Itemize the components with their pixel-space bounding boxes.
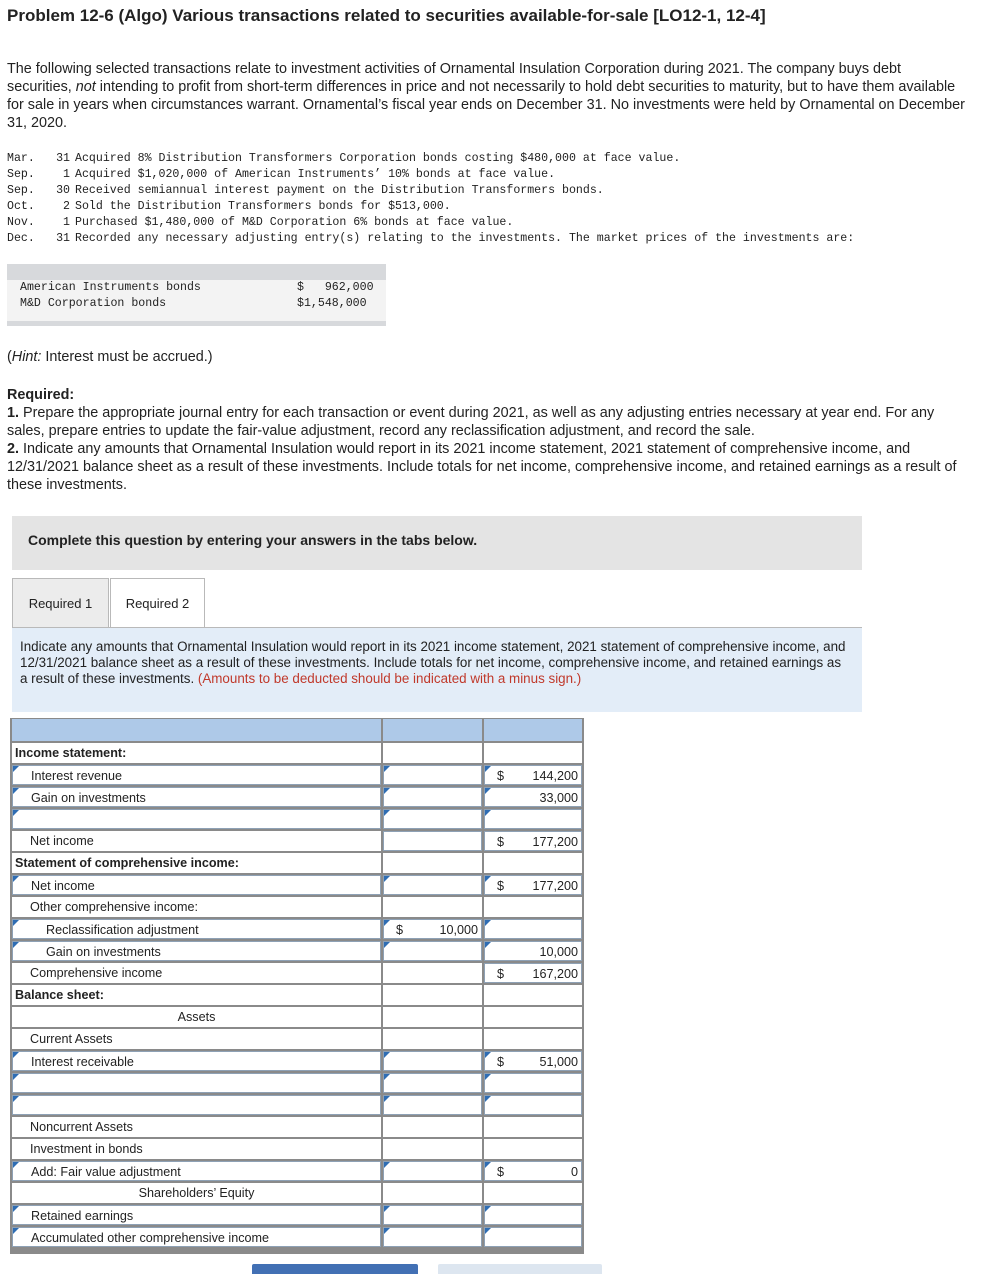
row-label: Net income <box>31 879 95 893</box>
tab-required-1[interactable]: Required 1 <box>12 578 109 628</box>
amount-input-col2 <box>484 743 582 763</box>
amount-input-col2[interactable] <box>484 1073 582 1093</box>
table-row-label[interactable] <box>12 1205 381 1225</box>
amount-input-col1[interactable] <box>383 1161 482 1181</box>
dollar-sign: $ <box>497 1165 505 1179</box>
row-label: Gain on investments <box>31 791 146 805</box>
amount-input-col2[interactable] <box>484 1161 582 1181</box>
amount-value: 33,000 <box>539 791 578 805</box>
row-label: Net income <box>30 834 94 848</box>
amount-input-col2 <box>484 853 582 873</box>
required-1: 1. Prepare the appropriate journal entry for each transaction or event during 2021, as well as any adjusting entries necessary at year end. For any sales, prepare entries to update the fair-value adjustment, record any reclassification adjustment, and record the sale. <box>7 405 935 439</box>
amount-input-col1[interactable] <box>383 787 482 807</box>
amount-input-col2[interactable] <box>484 809 582 829</box>
table-row-label[interactable] <box>12 1161 381 1181</box>
tab-instructions: Indicate any amounts that Ornamental Insulation would report in its 2021 income statement, 2021 statement of comprehensive income, and 12/31/2021 balance sheet as a result of these investments. Include totals for net income, comprehensive income, and retained earnings as a result of these investments. (Amounts to be deducted should be indicated with a minus sign.) <box>12 628 862 712</box>
dollar-sign: $ <box>497 769 505 783</box>
required-2: 2. Indicate any amounts that Ornamental Insulation would report in its 2021 income statement, 2021 statement of comprehensive income, and 12/31/2021 balance sheet as a result of these investments. Include totals for net income, comprehensive income, and retained earnings as a result of these investments. <box>7 441 957 493</box>
amount-input-col2 <box>484 1183 582 1203</box>
table-row-label <box>12 853 381 873</box>
amount-input-col2[interactable] <box>484 919 582 939</box>
required-heading: Required: <box>7 387 75 403</box>
row-label: Investment in bonds <box>30 1142 143 1156</box>
row-label: Current Assets <box>30 1032 113 1046</box>
next-button[interactable] <box>438 1264 602 1274</box>
amount-value: 177,200 <box>532 835 578 849</box>
row-label: Assets <box>177 1010 216 1024</box>
table-row-label[interactable] <box>12 1227 381 1247</box>
dollar-sign: $ <box>497 879 505 893</box>
transaction-row: Sep. 30 Received semiannual interest payment on the Distribution Transformers bonds. <box>7 184 604 197</box>
amount-input-col1[interactable] <box>383 1073 482 1093</box>
amount-input-col2 <box>484 1007 582 1027</box>
row-label: Shareholders’ Equity <box>138 1186 255 1200</box>
table-row-label <box>12 1183 381 1203</box>
table-row-label <box>12 1117 381 1137</box>
amount-input-col1 <box>383 985 482 1005</box>
amount-input-col2[interactable] <box>484 1051 582 1071</box>
amount-value: 10,000 <box>439 923 478 937</box>
transaction-row: Nov. 1 Purchased $1,480,000 of M&D Corporation 6% bonds at face value. <box>7 216 514 229</box>
table-header-cell <box>12 719 381 741</box>
table-row-label[interactable] <box>12 919 381 939</box>
row-label: Other comprehensive income: <box>30 900 198 914</box>
table-row-label[interactable] <box>12 1073 381 1093</box>
row-label: Statement of comprehensive income: <box>15 856 239 870</box>
hint-text: (Hint: Interest must be accrued.) <box>7 349 213 365</box>
dollar-sign: $ <box>497 1055 505 1069</box>
amount-input-col1 <box>383 1007 482 1027</box>
amount-input-col1 <box>383 1183 482 1203</box>
problem-intro: The following selected transactions relate to investment activities of Ornamental Insulation Corporation during 2021. The company buys debt securities, not intending to profit from short-term differences in price and not necessarily to hold debt securities to maturity, but to have them available for sale in years when circumstances warrant. Ornamental’s fiscal year ends on December 31. No investments were held by Ornamental on December 31, 2020. <box>7 61 965 131</box>
market-price-row: M&D Corporation bonds $1,548,000 <box>20 297 367 310</box>
row-label: Interest revenue <box>31 769 123 783</box>
row-label: Income statement: <box>15 746 127 760</box>
amount-input-col1 <box>383 897 482 917</box>
table-row-label[interactable] <box>12 875 381 895</box>
problem-title: Problem 12-6 (Algo) Various transactions related to securities available-for-sale [LO12-1, 12-4] <box>7 6 766 25</box>
table-row-label[interactable] <box>12 765 381 785</box>
amount-input-col2 <box>484 1139 582 1159</box>
amount-input-col2 <box>484 897 582 917</box>
row-label: Gain on investments <box>46 945 161 959</box>
dollar-sign: $ <box>497 967 505 981</box>
row-label: Interest receivable <box>31 1055 134 1069</box>
amount-input-col1[interactable] <box>383 1051 482 1071</box>
amount-input-col1 <box>383 1117 482 1137</box>
amount-input-col1[interactable] <box>383 941 482 961</box>
amount-input-col2[interactable] <box>484 1095 582 1115</box>
table-header-cell <box>484 719 582 741</box>
table-row-label[interactable] <box>12 941 381 961</box>
row-label: Retained earnings <box>31 1209 134 1223</box>
market-price-row: American Instruments bonds $ 962,000 <box>20 281 374 294</box>
table-row-label <box>12 963 381 983</box>
amount-value: 177,200 <box>532 879 578 893</box>
table-row-label <box>12 743 381 763</box>
amount-input-col1 <box>383 743 482 763</box>
amount-input-col2 <box>484 985 582 1005</box>
table-header-cell <box>383 719 482 741</box>
answer-table <box>10 718 584 1254</box>
amount-input-col2 <box>484 1029 582 1049</box>
amount-input-col2[interactable] <box>484 787 582 807</box>
transaction-row: Oct. 2 Sold the Distribution Transformers bonds for $513,000. <box>7 200 451 213</box>
dollar-sign: $ <box>497 835 505 849</box>
row-label: Noncurrent Assets <box>30 1120 133 1134</box>
dollar-sign: $ <box>396 923 404 937</box>
market-prices-table <box>7 264 386 326</box>
amount-input-col1 <box>383 1029 482 1049</box>
row-label: Reclassification adjustment <box>46 923 199 937</box>
table-row-label <box>12 1007 381 1027</box>
amount-input-col1[interactable] <box>383 1095 482 1115</box>
transaction-row: Mar. 31 Acquired 8% Distribution Transformers Corporation bonds costing $480,000 at face value. <box>7 152 681 165</box>
amount-input-col2[interactable] <box>484 1227 582 1247</box>
required-section <box>7 386 967 494</box>
amount-input-col2[interactable] <box>484 765 582 785</box>
row-label: Comprehensive income <box>30 966 163 980</box>
amount-input-col1[interactable] <box>383 1205 482 1225</box>
row-label: Accumulated other comprehensive income <box>31 1231 270 1245</box>
row-label: Add: Fair value adjustment <box>31 1165 181 1179</box>
table-row-label <box>12 831 381 851</box>
table-row-label[interactable] <box>12 1095 381 1115</box>
table-row-label <box>12 897 381 917</box>
table-row-label[interactable] <box>12 809 381 829</box>
row-label: Balance sheet: <box>15 988 104 1002</box>
amount-input-col1[interactable] <box>383 809 482 829</box>
amount-input-col2[interactable] <box>484 941 582 961</box>
table-row-label[interactable] <box>12 787 381 807</box>
table-row-label[interactable] <box>12 1051 381 1071</box>
amount-value: 167,200 <box>532 967 578 981</box>
amount-value: 10,000 <box>539 945 578 959</box>
amount-input-col2[interactable] <box>484 1205 582 1225</box>
amount-input-col2[interactable] <box>484 963 582 983</box>
amount-input-col1[interactable] <box>383 919 482 939</box>
amount-input-col1[interactable] <box>383 1227 482 1247</box>
transaction-list <box>7 151 854 247</box>
amount-input-col2[interactable] <box>484 831 582 851</box>
amount-input-col1[interactable] <box>383 831 482 851</box>
amount-input-col2 <box>484 1117 582 1137</box>
amount-input-col1 <box>383 963 482 983</box>
amount-input-col1[interactable] <box>383 875 482 895</box>
tab-required-2[interactable]: Required 2 <box>110 578 205 629</box>
amount-input-col2[interactable] <box>484 875 582 895</box>
amount-input-col1 <box>383 1139 482 1159</box>
table-row-label <box>12 1139 381 1159</box>
transaction-row: Dec. 31 Recorded any necessary adjusting entry(s) relating to the investments. The market prices of the investments are: <box>7 232 855 245</box>
prev-button[interactable] <box>252 1264 418 1274</box>
amount-input-col1 <box>383 853 482 873</box>
table-row-label <box>12 985 381 1005</box>
transaction-row: Sep. 1 Acquired $1,020,000 of American Instruments’ 10% bonds at face value. <box>7 168 556 181</box>
amount-value: 144,200 <box>532 769 578 783</box>
table-row-label <box>12 1029 381 1049</box>
amount-value: 0 <box>570 1165 578 1179</box>
instructions-banner: Complete this question by entering your answers in the tabs below. <box>12 516 862 570</box>
amount-input-col1[interactable] <box>383 765 482 785</box>
amount-value: 51,000 <box>539 1055 578 1069</box>
